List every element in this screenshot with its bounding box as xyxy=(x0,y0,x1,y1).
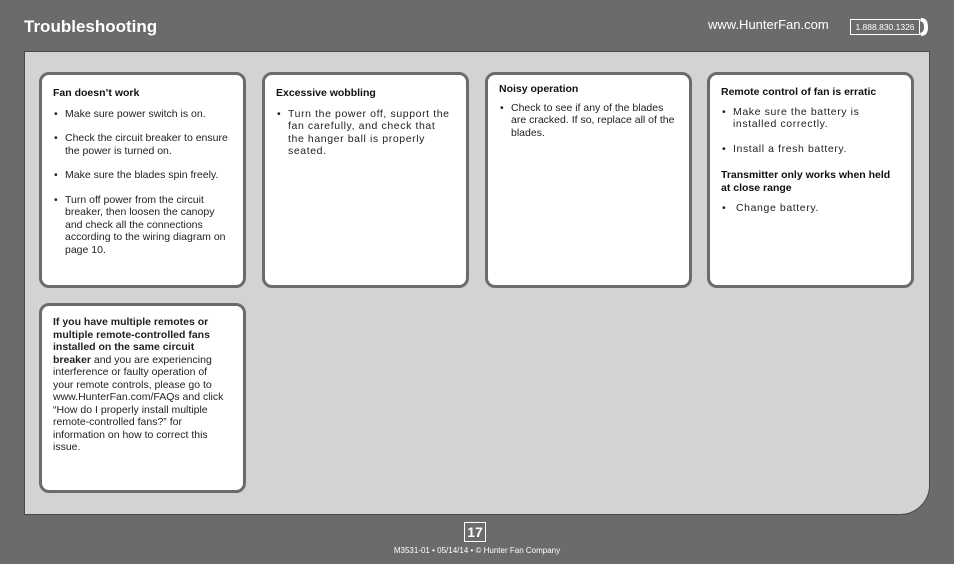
bullet: • xyxy=(54,193,58,206)
tip-list xyxy=(276,108,455,158)
tip-list xyxy=(721,106,900,156)
bullet: • xyxy=(722,202,727,214)
card-noisy-operation xyxy=(485,72,692,288)
card-title: Remote control of fan is erratic xyxy=(721,86,877,98)
page-title: Troubleshooting xyxy=(24,17,158,36)
bullet: • xyxy=(54,132,58,144)
list-item: • Make sure the blades spin freely. xyxy=(54,169,219,181)
list-item: • Turn off power from the circuit breaker, then loosen the canopy and check all the connections according to the wiring diagram on page 10. xyxy=(54,193,226,256)
bullet: • xyxy=(54,107,58,120)
tip-list xyxy=(721,202,900,215)
list-item: • Install a fresh battery. xyxy=(722,142,848,155)
card-multiple-remotes xyxy=(39,303,246,493)
bullet: • xyxy=(722,105,727,118)
list-item: • Change battery. xyxy=(722,202,819,214)
card-title: Excessive wobbling xyxy=(276,87,376,99)
card-title: Noisy operation xyxy=(499,83,579,95)
bullet: • xyxy=(500,101,504,114)
bullet: • xyxy=(722,142,727,155)
list-item: • Make sure the battery is installed correctly. xyxy=(722,105,860,130)
card-title: Fan doesn’t work xyxy=(53,87,140,99)
list-item: • Check to see if any of the blades are cracked. If so, replace all of the blades. xyxy=(500,101,675,139)
multiple-remotes-note xyxy=(53,316,232,454)
note-bold-text: If you have multiple remotes or multiple remote-controlled fans installed on the same circuit breaker xyxy=(53,316,210,366)
list-item: • Check the circuit breaker to ensure the power is turned on. xyxy=(54,132,228,157)
website-link[interactable]: www.HunterFan.com xyxy=(708,17,829,32)
troubleshooting-panel xyxy=(24,51,930,515)
bullet: • xyxy=(54,169,58,181)
bullet: • xyxy=(277,107,282,120)
phone-handset-icon xyxy=(919,17,929,37)
phone-number: 1.888.830.1326 xyxy=(850,19,920,35)
page-number: 17 xyxy=(464,522,486,542)
card-remote-erratic xyxy=(707,72,914,288)
list-item: • Make sure power switch is on. xyxy=(54,107,206,120)
card-excessive-wobbling xyxy=(262,72,469,288)
tip-list xyxy=(499,102,678,140)
note-text: and you are experiencing interference or faulty operation of your remote controls, please go to www.HunterFan.com/FAQs and click “How do I properly install multiple remote-controlled fans?” for information on how to correct this issue. xyxy=(53,353,224,453)
card-fan-doesnt-work xyxy=(39,72,246,288)
footer-text: M3531-01 • 05/14/14 • © Hunter Fan Company xyxy=(393,546,561,555)
card-subtitle: Transmitter only works when held at close range xyxy=(721,169,891,194)
tip-list xyxy=(53,108,232,257)
list-item: • Turn the power off, support the fan carefully, and check that the hanger ball is properly seated. xyxy=(277,107,450,157)
